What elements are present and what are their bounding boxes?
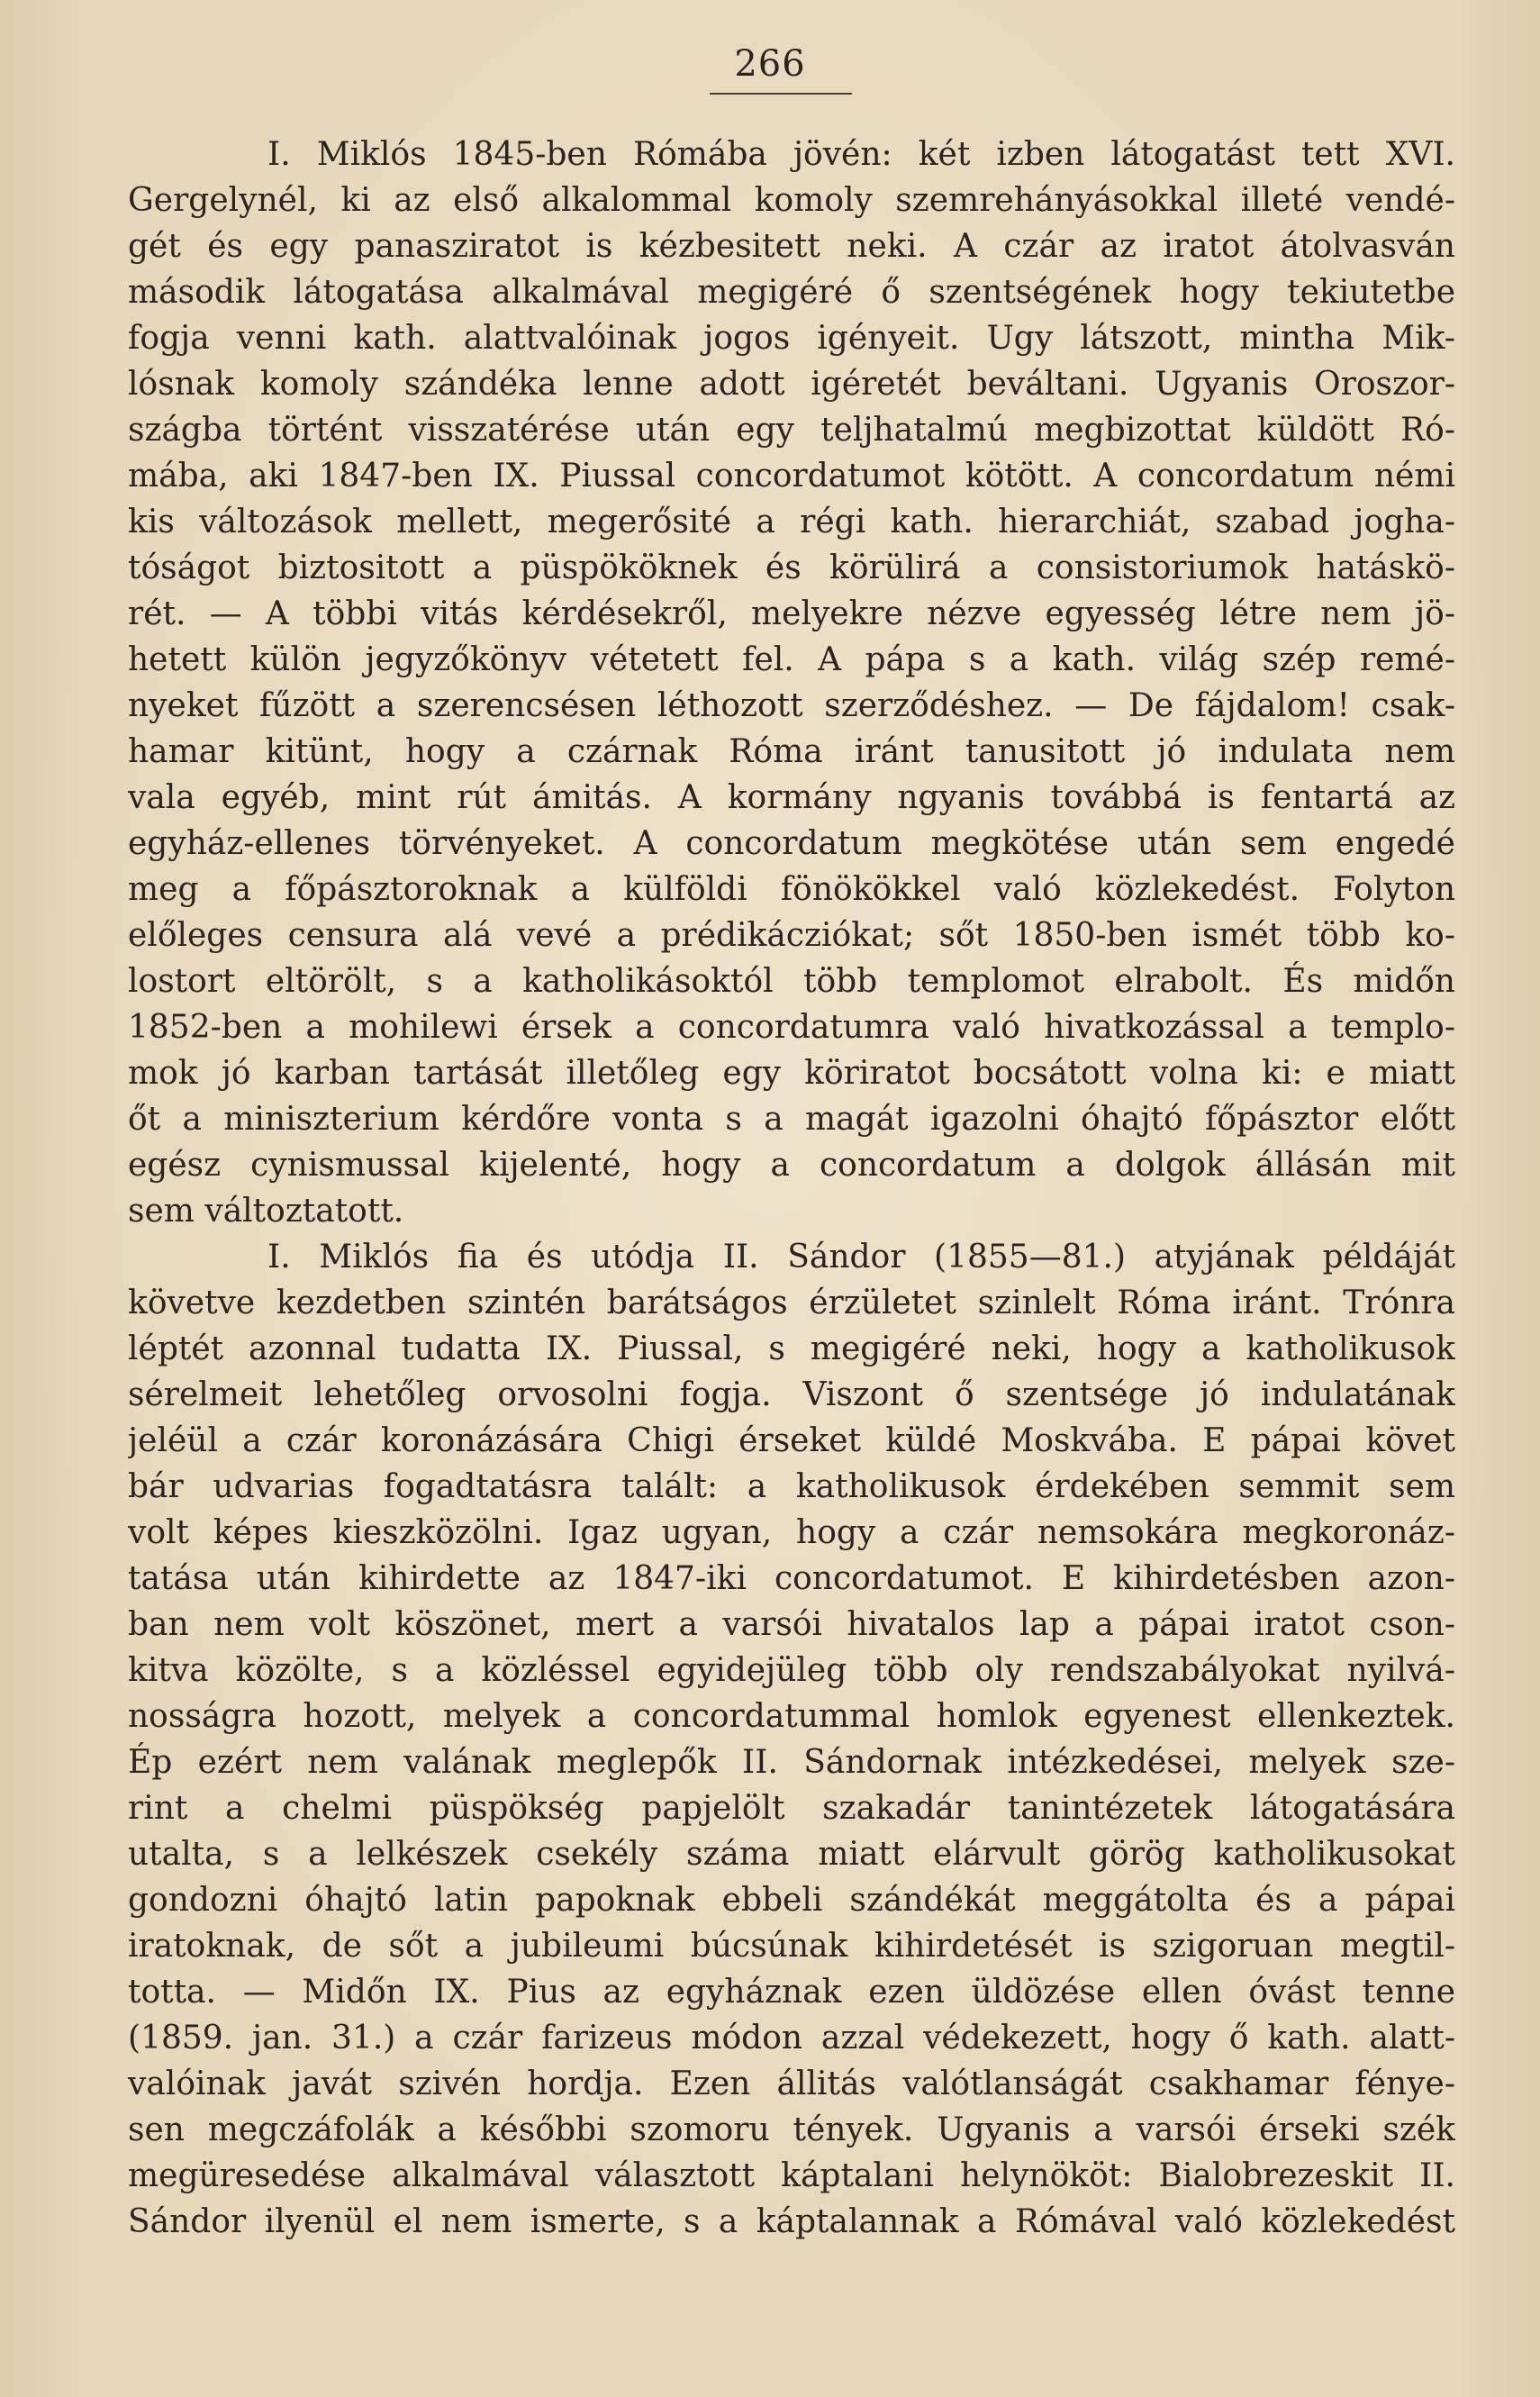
text-line: rét. — A többi vitás kérdésekről, melyekre nézve egyesség létre nem jö- (128, 595, 1455, 632)
text-line: Gergelynél, ki az első alkalommal komoly szemrehányásokkal illeté vendé- (128, 182, 1455, 219)
text-line: lósnak komoly szándéka lenne adott igéretét beváltani. Ugyanis Oroszor- (128, 366, 1455, 403)
text-line: I. Miklós fia és utódja II. Sándor (1855—81.) atyjának példáját (267, 1239, 1455, 1276)
text-line: valóinak javát szivén hordja. Ezen állitás valótlanságát csakhamar fénye- (128, 2066, 1455, 2102)
text-line: kitva közölte, s a közléssel egyidejüleg több oly rendszabályokat nyilvá- (128, 1652, 1455, 1689)
text-line: előleges censura alá vevé a prédikácziókat; sőt 1850-ben ismét több ko- (128, 917, 1455, 954)
text-line: nosságra hozott, melyek a concordatummal homlok egyenest ellenkeztek. (128, 1698, 1455, 1735)
text-line: megüresedése alkalmával választott káptalani helynököt: Bialobrezeskit II. (128, 2157, 1455, 2194)
text-line: gondozni óhajtó latin papoknak ebbeli szándékát meggátolta és a pápai (128, 1882, 1455, 1919)
text-line: mok jó karban tartását illetőleg egy köriratot bocsátott volna ki: e miatt (128, 1055, 1455, 1092)
text-line: meg a főpásztoroknak a külföldi fönökökkel való közlekedést. Folyton (128, 871, 1455, 908)
text-line: sem változtatott. (128, 1193, 404, 1230)
text-line: mába, aki 1847-ben IX. Piussal concordatumot kötött. A concordatum némi (128, 458, 1455, 495)
page-number: 266 (734, 43, 806, 85)
text-line: Sándor ilyenül el nem ismerte, s a káptalannak a Rómával való közlekedést (128, 2203, 1455, 2240)
text-line: gét és egy panasziratot is kézbesitett neki. A czár az iratot átolvasván (128, 228, 1455, 265)
text-line: tóságot biztositott a püspököknek és körülirá a consistoriumok hatáskö- (128, 549, 1455, 586)
text-line: iratoknak, de sőt a jubileumi búcsúnak kihirdetését is szigoruan megtil- (128, 1928, 1455, 1965)
text-line: volt képes kieszközölni. Igaz ugyan, hogy a czár nemsokára megkoronáz- (128, 1514, 1455, 1551)
text-line: utalta, s a lelkészek csekély száma miatt elárvult görög katholikusokat (128, 1836, 1455, 1873)
text-line: szágba történt visszatérése után egy teljhatalmú megbizottat küldött Ró- (128, 412, 1455, 449)
text-line: őt a miniszterium kérdőre vonta s a magát igazolni óhajtó főpásztor előtt (128, 1101, 1455, 1138)
text-line: kis változások mellett, megerősité a régi kath. hierarchiát, szabad jogha- (128, 504, 1455, 540)
text-line: léptét azonnal tudatta IX. Piussal, s megigéré neki, hogy a katholikusok (128, 1330, 1455, 1367)
text-line: nyeket fűzött a szerencsésen léthozott szerződéshez. — De fájdalom! csak- (128, 687, 1455, 724)
text-line: rint a chelmi püspökség papjelölt szakadár tanintézetek látogatására (128, 1790, 1455, 1827)
text-line: lostort eltörölt, s a katholikásoktól több templomot elrabolt. És midőn (128, 963, 1455, 1000)
text-line: egész cynismussal kijelenté, hogy a concordatum a dolgok állásán mit (128, 1147, 1455, 1184)
text-line: Ép ezért nem valának meglepők II. Sándornak intézkedései, melyek sze- (128, 1744, 1455, 1781)
text-line: jeléül a czár koronázására Chigi érseket küldé Moskvába. E pápai követ (128, 1422, 1455, 1459)
text-line: fogja venni kath. alattvalóinak jogos igényeit. Ugy látszott, mintha Mik- (128, 320, 1455, 357)
text-line: hetett külön jegyzőkönyv vétetett fel. A pápa s a kath. világ szép remé- (128, 641, 1455, 678)
text-line: totta. — Midőn IX. Pius az egyháznak ezen üldözése ellen óvást tenne (128, 1974, 1455, 2011)
text-line: sen megczáfolák a későbbi szomoru tények. Ugyanis a varsói érseki szék (128, 2111, 1455, 2148)
text-line: (1859. jan. 31.) a czár farizeus módon azzal védekezett, hogy ő kath. alatt- (128, 2020, 1455, 2057)
text-line: bár udvarias fogadtatásra talált: a katholikusok érdekében semmit sem (128, 1468, 1455, 1505)
page-number-rule (710, 93, 852, 95)
text-line: hamar kitünt, hogy a czárnak Róma iránt tanusitott jó indulata nem (128, 733, 1455, 770)
text-line: egyház-ellenes törvényeket. A concordatum megkötése után sem engedé (128, 825, 1455, 862)
text-line: sérelmeit lehetőleg orvosolni fogja. Viszont ő szentsége jó indulatának (128, 1376, 1455, 1413)
text-line: ban nem volt köszönet, mert a varsói hivatalos lap a pápai iratot cson- (128, 1606, 1455, 1643)
text-line: 1852-ben a mohilewi érsek a concordatumra való hivatkozással a templo- (128, 1009, 1455, 1046)
text-line: I. Miklós 1845-ben Rómába jövén: két izben látogatást tett XVI. (267, 136, 1455, 173)
text-line: tatása után kihirdette az 1847-iki concordatumot. E kihirdetésben azon- (128, 1560, 1455, 1597)
text-line: vala egyéb, mint rút ámitás. A kormány ngyanis továbbá is fentartá az (128, 779, 1455, 816)
body-text (128, 132, 1455, 2245)
text-line: második látogatása alkalmával megigéré ő szentségének hogy tekiutetbe (128, 274, 1455, 311)
text-line: követve kezdetben szintén barátságos érzületet szinlelt Róma iránt. Trónra (128, 1285, 1455, 1321)
